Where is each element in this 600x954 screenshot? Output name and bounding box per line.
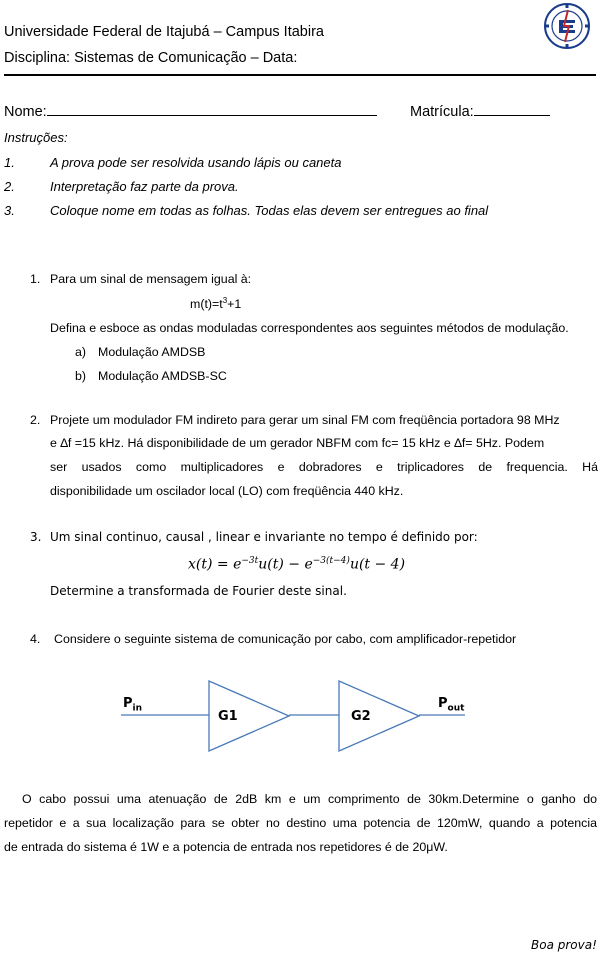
q3-number: 3. (30, 530, 42, 544)
q2-number: 2. (30, 413, 41, 427)
q4-line-text: repetidor e a sua localização para se obter no destino uma potencia de 120mW, quando a potencia (4, 816, 597, 830)
eq-lhs: x(t) = e (188, 556, 242, 573)
pin-sub: in (132, 703, 143, 714)
repeater-diagram (115, 675, 475, 765)
q4-line (22, 792, 597, 806)
instruction-text: Coloque nome em todas as folhas. Todas elas devem ser entregues ao final (50, 203, 489, 218)
q1-option-label: b) (75, 369, 87, 383)
instruction-number: 2. (4, 179, 15, 194)
name-line (4, 103, 377, 120)
q1-option-text: Modulação AMDSB (98, 345, 206, 359)
name-label: Nome: (4, 104, 47, 120)
q2-line (50, 460, 598, 474)
q4-line (4, 816, 597, 830)
q4-intro: Considere o seguinte sistema de comunicação por cabo, com amplificador-repetidor (54, 632, 517, 646)
q4-line: de entrada do sistema é 1W e a potencia de entrada nos repetidores é de 20μW. (4, 840, 448, 854)
q2-line: Projete um modulador FM indireto para gerar um sinal FM com freqüência portadora 98 MHz (50, 413, 560, 427)
formula-exponent: 3 (222, 296, 228, 305)
formula-tail: +1 (227, 297, 242, 312)
instruction-text: A prova pode ser resolvida usando lápis ou caneta (50, 155, 342, 170)
instruction-item (4, 203, 489, 218)
q1-intro: Para um sinal de mensagem igual à: (50, 272, 252, 286)
instruction-text: Interpretação faz parte da prova. (50, 179, 239, 194)
g2-label: G2 (351, 709, 371, 724)
id-label: Matrícula: (410, 104, 474, 120)
closing-note: Boa prova! (531, 938, 597, 952)
pin-main: P (123, 696, 133, 711)
pin-label (123, 696, 142, 714)
university-title: Universidade Federal de Itajubá – Campus Itabira (4, 24, 324, 40)
pout-sub: out (447, 703, 465, 714)
instruction-item (4, 179, 239, 194)
q1-formula (190, 296, 241, 311)
university-seal-icon (543, 2, 591, 50)
q2-line: disponibilidade um oscilador local (LO) com freqüência 440 kHz. (50, 484, 404, 498)
name-blank (47, 103, 377, 116)
formula-base: m(t)=t (190, 297, 223, 312)
eq-tail: u(t − 4) (349, 556, 406, 573)
q4-number: 4. (30, 632, 41, 646)
q3-intro: Um sinal continuo, causal , linear e invariante no tempo é definido por: (50, 530, 478, 544)
instructions-title: Instruções: (4, 130, 68, 145)
q2-line-text: ser usados como multiplicadores e dobradores e triplicadores de frequencia. Há (50, 460, 598, 474)
instruction-item (4, 155, 342, 170)
q1-option-label: a) (75, 345, 87, 359)
q3-equation (188, 556, 405, 573)
id-blank (474, 103, 550, 116)
q1-option-text: Modulação AMDSB-SC (98, 369, 227, 383)
q4-line-text: O cabo possui uma atenuação de 2dB km e um comprimento de 30km.Determine o ganho do (22, 792, 597, 806)
q2-line: e ∆f =15 kHz. Há disponibilidade de um gerador NBFM com fc= 15 kHz e ∆f= 5Hz. Podem (50, 436, 545, 450)
q3-task: Determine a transformada de Fourier deste sinal. (50, 584, 347, 598)
g1-label: G1 (218, 709, 238, 724)
q1-task: Defina e esboce as ondas moduladas correspondentes aos seguintes métodos de modulação. (50, 321, 569, 335)
instruction-number: 3. (4, 203, 15, 218)
q1-number: 1. (30, 272, 41, 286)
pout-label (438, 696, 464, 714)
eq-exponent: −3t (241, 556, 259, 566)
discipline-line: Disciplina: Sistemas de Comunicação – Data: (4, 50, 298, 66)
eq-exponent: −3(t−4) (312, 556, 350, 566)
header-divider (4, 74, 596, 76)
instruction-number: 1. (4, 155, 15, 170)
eq-middle: u(t) − e (258, 556, 313, 573)
id-line (410, 103, 550, 120)
pout-main: P (438, 696, 448, 711)
